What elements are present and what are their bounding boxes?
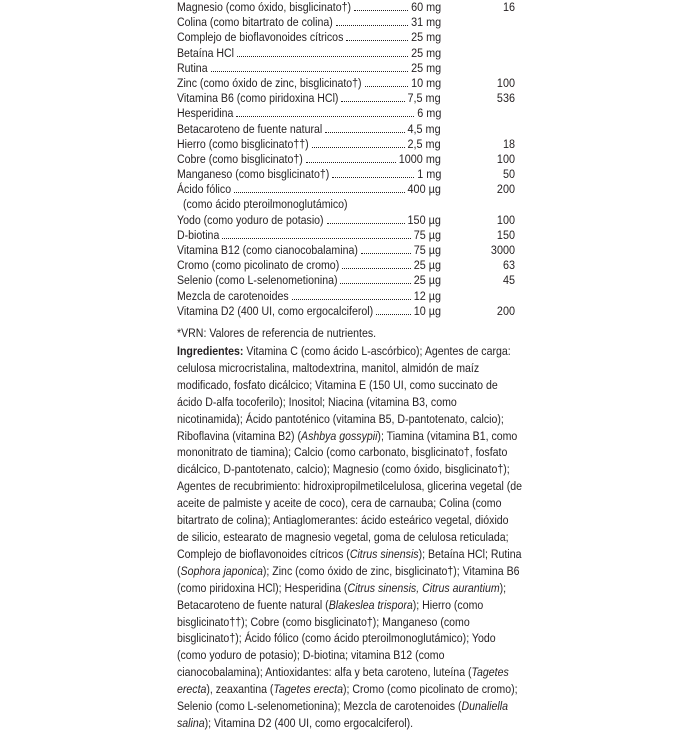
- nutrient-vrn: 18: [502, 136, 515, 151]
- ingredient-text: ); Betacaroteno de fuente natural (: [177, 580, 507, 612]
- ingredient-text: ); Cromo (como picolinato de cromo); Selenio (como L-selenometionina); Mezcla de carotenoides (: [177, 682, 518, 714]
- dot-leader: [354, 0, 408, 15]
- ingredient-species-name: Tagetes erecta: [177, 665, 509, 697]
- nutrient-name: D-biotina: [177, 227, 220, 242]
- nutrient-row: [177, 122, 517, 137]
- nutrient-name: Cromo (como picolinato de cromo): [177, 258, 340, 273]
- ingredients-paragraph: [177, 343, 523, 732]
- nutrient-name: Magnesio (como óxido, bisglicinato†): [177, 0, 352, 14]
- nutrient-vrn: 16: [502, 0, 515, 14]
- nutrient-vrn: 45: [502, 273, 515, 288]
- nutrient-amount: 1000 mg: [398, 151, 441, 166]
- ingredient-text: Vitamina C (como ácido L-ascórbico); Agentes de carga: celulosa microcristalina, maltodextrina, manitol, almidón de maíz modificado, fosfato dicálcico; Vitamina E (150 UI, como succinato de ácido D-alfa tocoferilo); Inositol; Niacina (vitamina B3, como nicotinamida); Ácido pantoténico (vitamina B5, D-pantotenato, calcio); Riboflavina (vitamina B2) (: [177, 344, 511, 443]
- nutrient-name: Yodo (como yoduro de potasio): [177, 212, 324, 227]
- ingredient-species-name: Sophora japonica: [180, 563, 263, 578]
- nutrient-amount: 75 µg: [413, 243, 441, 257]
- nutrient-row: [177, 243, 517, 258]
- nutrient-vrn: 50: [502, 167, 515, 182]
- nutrient-vrn: 63: [502, 258, 515, 273]
- nutrient-name: Vitamina D2 (400 UI, como ergocalciferol): [177, 303, 374, 318]
- nutrient-row: [177, 76, 517, 91]
- nutrient-name: (como ácido pteroilmonoglutámico): [183, 197, 348, 212]
- ingredient-text: ); Tiamina (vitamina B1, como mononitrato de tiamina); Calcio (como carbonato, bisglicinato†, fosfato dicálcico, D-pantotenato, calcio); Magnesio (como óxido, bisglicinato†); Agentes de recubrimiento: hidroxipropilmetilcelulosa, glicerina vegetal (de aceite de palmiste y aceite de coco), cera de carnauba; Colina (como bitartrato de colina); Antiaglomerantes: ácido esteárico vegetal, dióxido de silicio, estearato de magnesio vegetal, goma de celulosa reticulada; Complejo de bioflavonoides cítricos (: [177, 428, 523, 561]
- nutrient-amount: 75 µg: [413, 227, 441, 242]
- nutrient-name: Vitamina B6 (como piridoxina HCl): [177, 91, 339, 106]
- nutrient-amount: 12 µg: [413, 288, 441, 303]
- nutrient-name: Selenio (como L-selenometionina): [177, 273, 338, 288]
- vrn-footnote: *VRN: Valores de referencia de nutrientes.: [177, 326, 377, 340]
- nutrient-vrn: 100: [496, 212, 515, 227]
- nutrient-vrn: 3000: [490, 243, 515, 257]
- ingredient-species-name: Ashbya gossypii: [301, 428, 378, 443]
- nutrient-row: [177, 197, 517, 212]
- dot-leader: [222, 228, 410, 243]
- nutrient-row: [177, 289, 517, 304]
- nutrient-row: [177, 228, 517, 243]
- dot-leader: [312, 137, 405, 152]
- nutrient-vrn: 150: [496, 227, 515, 242]
- nutrient-amount: 2,5 mg: [407, 136, 441, 151]
- dot-leader: [341, 91, 404, 106]
- nutrient-amount: 60 mg: [410, 0, 441, 14]
- nutrient-row: [177, 61, 517, 76]
- dot-leader: [237, 46, 408, 61]
- nutrient-name: Betaína HCl: [177, 45, 235, 60]
- nutrient-table: [177, 0, 517, 319]
- nutrient-name: Ácido fólico: [177, 182, 232, 197]
- nutrient-amount: 10 µg: [413, 303, 441, 318]
- dot-leader: [332, 167, 414, 182]
- dot-leader: [325, 122, 405, 137]
- ingredient-species-name: Dunaliella salina: [177, 699, 508, 730]
- nutrient-amount: 25 µg: [413, 258, 441, 273]
- ingredient-text: ); Hierro (como bisglicinato††); Cobre (como bisglicinato†); Manganeso (como bisglicinato†); Ácido fólico (como ácido pteroilmonoglutámico); Yodo (como yoduro de potasio); D-biotina; vitamina B12 (como cianocobalamina); Antioxidantes: alfa y beta caroteno, luteína (: [177, 597, 496, 680]
- nutrient-vrn: 536: [496, 91, 515, 106]
- nutrient-vrn: 200: [496, 182, 515, 197]
- nutrient-name: Hierro (como bisglicinato††): [177, 136, 309, 151]
- ingredient-species-name: Citrus sinensis: [349, 546, 419, 561]
- nutrient-amount: 25 µg: [413, 273, 441, 288]
- nutrient-amount: 400 µg: [407, 182, 441, 197]
- nutrient-row: [177, 15, 517, 30]
- dot-leader: [211, 61, 408, 76]
- ingredient-species-name: Blakeslea trispora: [328, 597, 413, 612]
- nutrient-row: [177, 30, 517, 45]
- dot-leader: [376, 304, 411, 319]
- nutrient-amount: 1 mg: [416, 167, 441, 182]
- nutrient-amount: 25 mg: [410, 30, 441, 45]
- nutrient-row: [177, 167, 517, 182]
- nutrient-row: [177, 152, 517, 167]
- nutrient-amount: 25 mg: [410, 45, 441, 60]
- ingredient-text: ); Vitamina D2 (400 UI, como ergocalciferol).: [204, 715, 414, 730]
- nutrient-vrn: 100: [496, 151, 515, 166]
- dot-leader: [346, 30, 408, 45]
- nutrient-row: [177, 182, 517, 197]
- nutrient-name: Colina (como bitartrato de colina): [177, 15, 333, 30]
- nutrient-row: [177, 46, 517, 61]
- ingredient-text: ); Zinc (como óxido de zinc, bisglicinato†); Vitamina B6 (como piridoxina HCl); Hesperidina (: [177, 563, 520, 595]
- nutrient-row: [177, 91, 517, 106]
- dot-leader: [340, 273, 410, 288]
- nutrient-name: Manganeso (como bisglicinato†): [177, 167, 330, 182]
- ingredient-text: ), zeaxantina (: [206, 682, 274, 697]
- ingredients-heading: Ingredientes:: [177, 344, 244, 358]
- nutrient-amount: 31 mg: [410, 15, 441, 30]
- nutrient-name: Cobre (como bisglicinato†): [177, 151, 303, 166]
- ingredient-species-name: Tagetes erecta: [273, 682, 343, 697]
- nutrient-name: Complejo de bioflavonoides cítricos: [177, 30, 344, 45]
- nutrient-name: Zinc (como óxido de zinc, bisglicinato†): [177, 75, 362, 90]
- dot-leader: [234, 182, 405, 197]
- nutrient-row: [177, 137, 517, 152]
- nutrient-row: [177, 106, 517, 121]
- nutrient-name: Hesperidina: [177, 106, 234, 121]
- dot-leader: [361, 243, 411, 258]
- nutrient-amount: 25 mg: [410, 60, 441, 75]
- nutrient-amount: 7,5 mg: [407, 91, 441, 106]
- nutrient-amount: 150 µg: [407, 212, 441, 227]
- nutrient-row: [177, 258, 517, 273]
- nutrient-amount: 10 mg: [410, 75, 441, 90]
- nutrient-name: Rutina: [177, 60, 208, 75]
- nutrient-row: [177, 0, 517, 15]
- dot-leader: [327, 213, 405, 228]
- nutrient-row: [177, 273, 517, 288]
- ingredient-species-name: Citrus sinensis, Citrus aurantium: [347, 580, 500, 595]
- dot-leader: [306, 152, 396, 167]
- nutrient-amount: 4,5 mg: [407, 121, 441, 136]
- nutrient-name: Betacaroteno de fuente natural: [177, 121, 323, 136]
- dot-leader: [236, 106, 414, 121]
- dot-leader: [365, 76, 408, 91]
- dot-leader: [342, 258, 410, 273]
- nutrient-name: Vitamina B12 (como cianocobalamina): [177, 243, 358, 257]
- nutrient-row: [177, 304, 517, 319]
- nutrient-row: [177, 213, 517, 228]
- nutrient-vrn: 100: [496, 75, 515, 90]
- nutrient-vrn: 200: [496, 303, 515, 318]
- dot-leader: [336, 15, 408, 30]
- dot-leader: [292, 289, 411, 304]
- nutrient-name: Mezcla de carotenoides: [177, 288, 289, 303]
- nutrient-amount: 6 mg: [416, 106, 441, 121]
- ingredient-text: ); Betaína HCl; Rutina (: [177, 546, 522, 578]
